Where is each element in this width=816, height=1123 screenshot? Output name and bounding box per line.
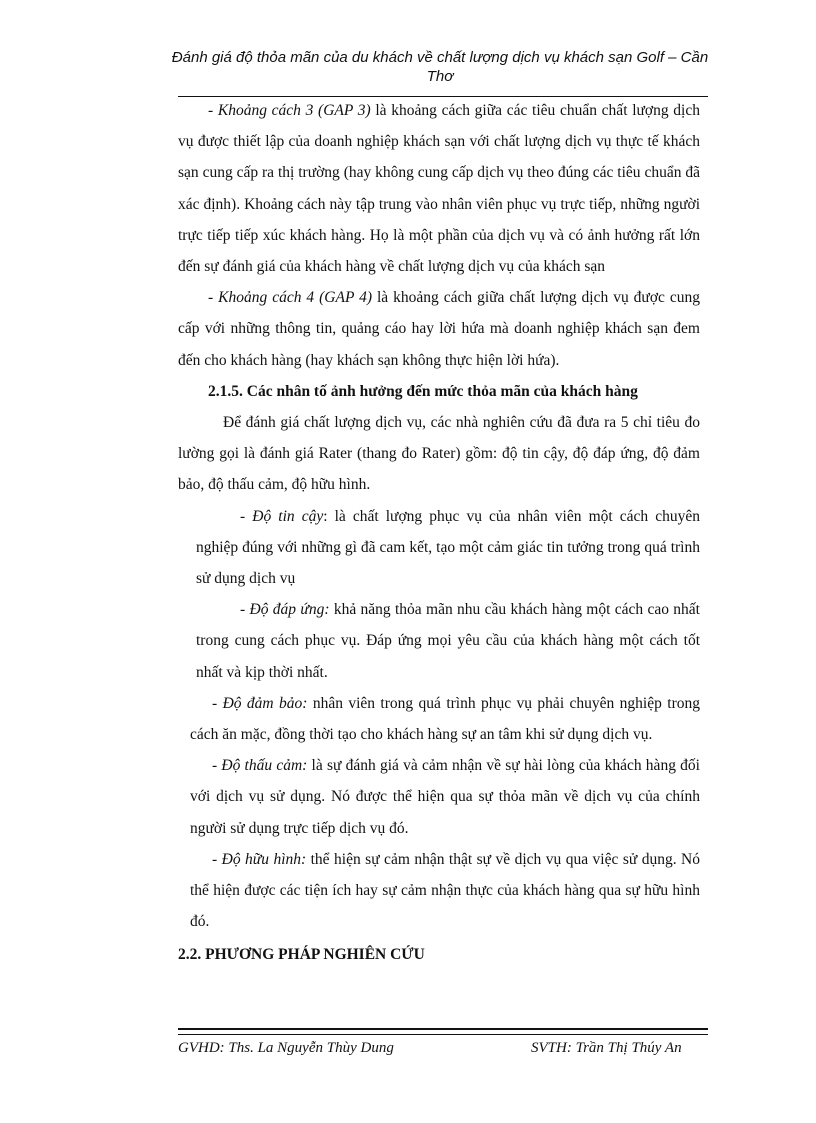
paragraph-gap3 — [178, 95, 700, 282]
bullet-2-text: khả năng thỏa mãn nhu cầu khách hàng một cách cao nhất trong cung cách phục vụ. Đáp ứng mọi yêu cầu của khách hàng một cách tốt nhất và kịp thời nhất. — [196, 601, 700, 681]
bullet-4-label: Độ thấu cảm: — [221, 757, 308, 775]
bullet-3-label: Độ đảm bảo: — [222, 694, 308, 712]
gap4-text: là khoảng cách giữa chất lượng dịch vụ được cung cấp với những thông tin, quảng cáo hay lời hứa mà doanh nghiệp khách sạn đem đến cho khách hàng (hay khách sạn không thực hiện lời hứa). — [178, 289, 700, 369]
bullet-do-tin-cay — [178, 501, 700, 595]
bullet-4-text: là sự đánh giá và cảm nhận về sự hài lòng của khách hàng đối với dịch vụ sử dụng. Nó được thể hiện qua sự thỏa mãn về dịch vụ của chính người sử dụng trực tiếp dịch vụ đó. — [190, 757, 700, 837]
gap4-prefix: - — [208, 289, 219, 307]
gap4-label: Khoảng cách 4 (GAP 4) — [218, 289, 373, 307]
bullet-do-huu-hinh — [178, 844, 700, 938]
bullet-2-label: Độ đáp ứng: — [249, 601, 330, 619]
bullet-1-label: Độ tin cậy — [252, 507, 324, 525]
bullet-3-text: nhân viên trong quá trình phục vụ phải chuyên nghiệp trong cách ăn mặc, đồng thời tạo cho khách hàng sự an tâm khi sử dụng dịch vụ. — [190, 694, 700, 744]
heading-2-2-text: . PHƯƠNG PHÁP NGHIÊN CỨU — [197, 946, 425, 964]
bullet-do-thau-cam — [178, 750, 700, 844]
bullet-2-prefix: - — [240, 601, 250, 619]
bullet-4-prefix: - — [212, 757, 222, 775]
heading-2-2-number: 2.2 — [178, 946, 198, 964]
footer-advisor: GVHD: Ths. La Nguyễn Thùy Dung — [178, 1040, 394, 1056]
paragraph-rater: Để đánh giá chất lượng dịch vụ, các nhà nghiên cứu đã đưa ra 5 chỉ tiêu đo lường gọi là đánh giá Rater (thang đo Rater) gồm: độ tin cậy, độ đáp ứng, độ đảm bảo, độ thấu cảm, độ hữu hình. — [178, 414, 700, 494]
bullet-do-dam-bao — [178, 688, 700, 750]
bullet-1-text: : là chất lượng phục vụ của nhân viên một cách chuyên nghiệp đúng với những gì đã cam kết, tạo một cảm giác tin tưởng trong quá trình sử dụng dịch vụ — [196, 507, 700, 588]
section-heading-2-1-5: 2.1.5. Các nhân tố ảnh hưởng đến mức thỏa mãn của khách hàng — [208, 382, 638, 400]
bullet-5-prefix: - — [212, 850, 222, 868]
bullet-1-prefix: - — [240, 507, 253, 525]
gap3-text: là khoảng cách giữa các tiêu chuẩn chất lượng dịch vụ được thiết lập của doanh nghiệp khách sạn với chất lượng dịch vụ thực tế khách sạn cung cấp ra thị trường (hay không cung cấp dịch vụ theo đúng các tiêu chuẩn đã xác định). Khoảng cách này tập trung vào nhân viên phục vụ trực tiếp, những người trực tiếp tiếp xúc khách hàng. Họ là một phần của dịch vụ và có ảnh hưởng rất lớn đến sự đánh giá của khách hàng về chất lượng dịch vụ của khách sạn — [178, 102, 700, 276]
footer-rule-thick — [178, 1028, 708, 1030]
gap3-label: Khoảng cách 3 (GAP 3) — [217, 102, 371, 119]
section-heading-2-2 — [178, 939, 700, 970]
bullet-5-label: Độ hữu hình: — [221, 850, 307, 868]
page-header-title: Đánh giá độ thỏa mãn của du khách về chất lượng dịch vụ khách sạn Golf – Cần Thơ — [171, 49, 709, 85]
footer-student: SVTH: Trần Thị Thúy An — [531, 1040, 682, 1056]
bullet-do-dap-ung — [178, 594, 700, 688]
gap3-prefix: - — [208, 102, 218, 119]
footer-rule-thin — [178, 1034, 708, 1035]
document-body — [178, 95, 700, 971]
paragraph-gap4 — [178, 282, 700, 376]
bullet-5-text: thể hiện sự cảm nhận thật sự về dịch vụ qua việc sử dụng. Nó thể hiện được các tiện ích hay sự cảm nhận thực của khách hàng qua sự hữu hình đó. — [190, 850, 700, 931]
bullet-3-prefix: - — [212, 694, 223, 712]
